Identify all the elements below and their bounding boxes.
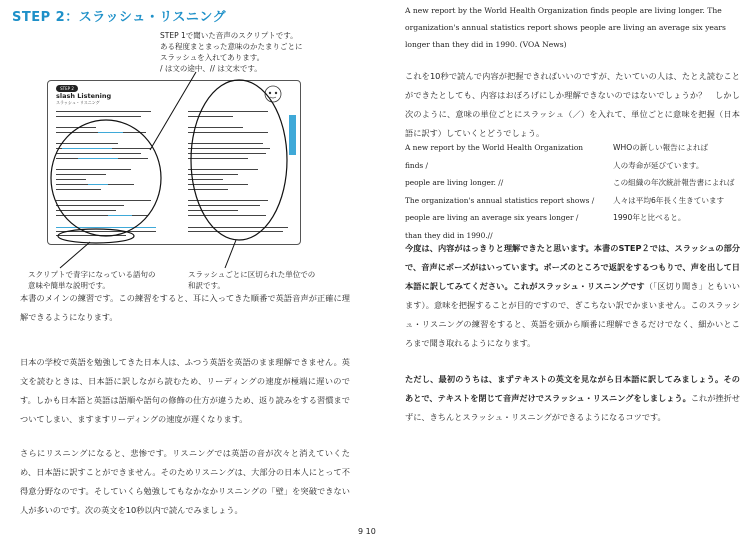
mini-subheading: スラッシュ・リスニング <box>56 100 100 105</box>
callout-line: スラッシュを入れてあります。 <box>160 53 265 62</box>
slash-translation: 1990年と比べると。 <box>613 213 686 222</box>
bold-text: 今度は、内容がはっきりと理解できたと思います。本書のSTEP２では、スラッシュの部分で、音声にポーズがはいっています。ポーズのところで返訳をするつもりで、声を出して日本語に訳してみてください。これがスラッシュ・リスニングです <box>405 243 740 291</box>
slash-line: than they did in 1990.// <box>405 230 493 240</box>
slash-line: A new report by the World Health Organization finds / <box>405 143 584 170</box>
paragraph: 日本の学校で英語を勉強してきた日本人は、ふつう英語を英語のまま理解できません。英文を読むときは、日本語に訳しながら読むため、リーディングの速度が極端に遅いのです。しかも日本語と英語は語順や語句の修飾の仕方が違うため、返り読みをする習慣までついてしまい、ますますリーディングの速度が遅くなります。 <box>20 357 350 424</box>
callout-line: STEP 1で聞いた音声のスクリプトです。 <box>160 31 298 40</box>
page-numbers: 9 10 <box>358 527 376 536</box>
mini-step-badge: STEP 2 <box>56 85 78 92</box>
body-text: これが挫折せずに、きちんとスラッシュ・リスニングができるようになるコツです。 <box>405 393 740 422</box>
callout-line: ある程度まとまった意味のかたまりごとに <box>160 42 303 51</box>
slash-translation: 人の寿命が延びています。 <box>613 160 704 170</box>
paragraph: 本書のメインの練習です。この練習をすると、耳に入ってきた順番で英語音声が正確に理解できるようになります。 <box>20 293 350 322</box>
callout-line: スラッシュごとに区切られた単位での <box>188 270 316 279</box>
mini-heading: slash Listening <box>56 92 112 100</box>
step-title: STEP 2：スラッシュ・リスニング <box>12 10 227 25</box>
slash-translation: 人々は平均6年長く生きています <box>613 195 725 205</box>
paragraph: これを10秒で読んで内容が把握できればいいのですが、たいていの人は、たとえ読むことができたとしても、内容はおぼろげにしか理解できないのではないでしょうか？ しかし次のように、意味の単位ごとにスラッシュ（／）を入れて、単位ごとに意味を把握（日本語に訳す）していくとどうでしょう。 <box>405 71 740 138</box>
paragraph <box>405 370 740 427</box>
slash-translation: WHOの新しい報告によれば <box>613 143 709 152</box>
callout-line: 意味や簡単な説明です。 <box>28 281 110 290</box>
example-english-text: A new report by the World Health Organization finds people are living longer. The organization's annual statistics report shows people are living an average six years longer than they did in 1990. (VOA News) <box>405 6 726 49</box>
bold-text: ただし、最初のうちは、まずテキストの英文を見ながら日本語に訳してみましょう。そのあとで、テキストを閉じて音声だけでスラッシュ・リスニングをしましょう。 <box>405 374 740 403</box>
slash-japanese-column <box>613 139 743 227</box>
callout-notes <box>28 269 178 291</box>
paragraph: さらにリスニングになると、悲惨です。リスニングでは英語の音が次々と消えていくため、日本語に訳すことができません。そのためリスニングは、大部分の日本人にとって不得意分野なのです。そしていくら勉強してもなかなかリスニングの「壁」を突破できない人が多いのです。次の英文を10秒以内で読んでみましょう。 <box>20 448 350 515</box>
callout-line: / は文の途中、// は文末です。 <box>160 64 262 73</box>
slash-english-column <box>405 139 600 244</box>
slash-translation: この組織の年次統計報告書によれば <box>613 178 735 187</box>
callout-line: 和訳です。 <box>188 281 225 290</box>
slash-line: The organization's annual statistics report shows / <box>405 195 595 205</box>
callout-translation <box>188 269 338 291</box>
body-text: （「区切り聞き」ともいいます）。意味を把握することが目的ですので、ぎこちない訳でかまいません。このスラッシュ・リスニングの練習をすると、英語を頭から順番に理解できるだけでなく、細かいところまで聞き取れるようになります。 <box>405 281 740 348</box>
slash-line: people are living longer. // <box>405 178 504 187</box>
callout-line: スクリプトで青字になっている語句の <box>28 270 156 279</box>
paragraph <box>405 239 740 353</box>
slash-line: people are living an average six years longer / <box>405 213 579 222</box>
